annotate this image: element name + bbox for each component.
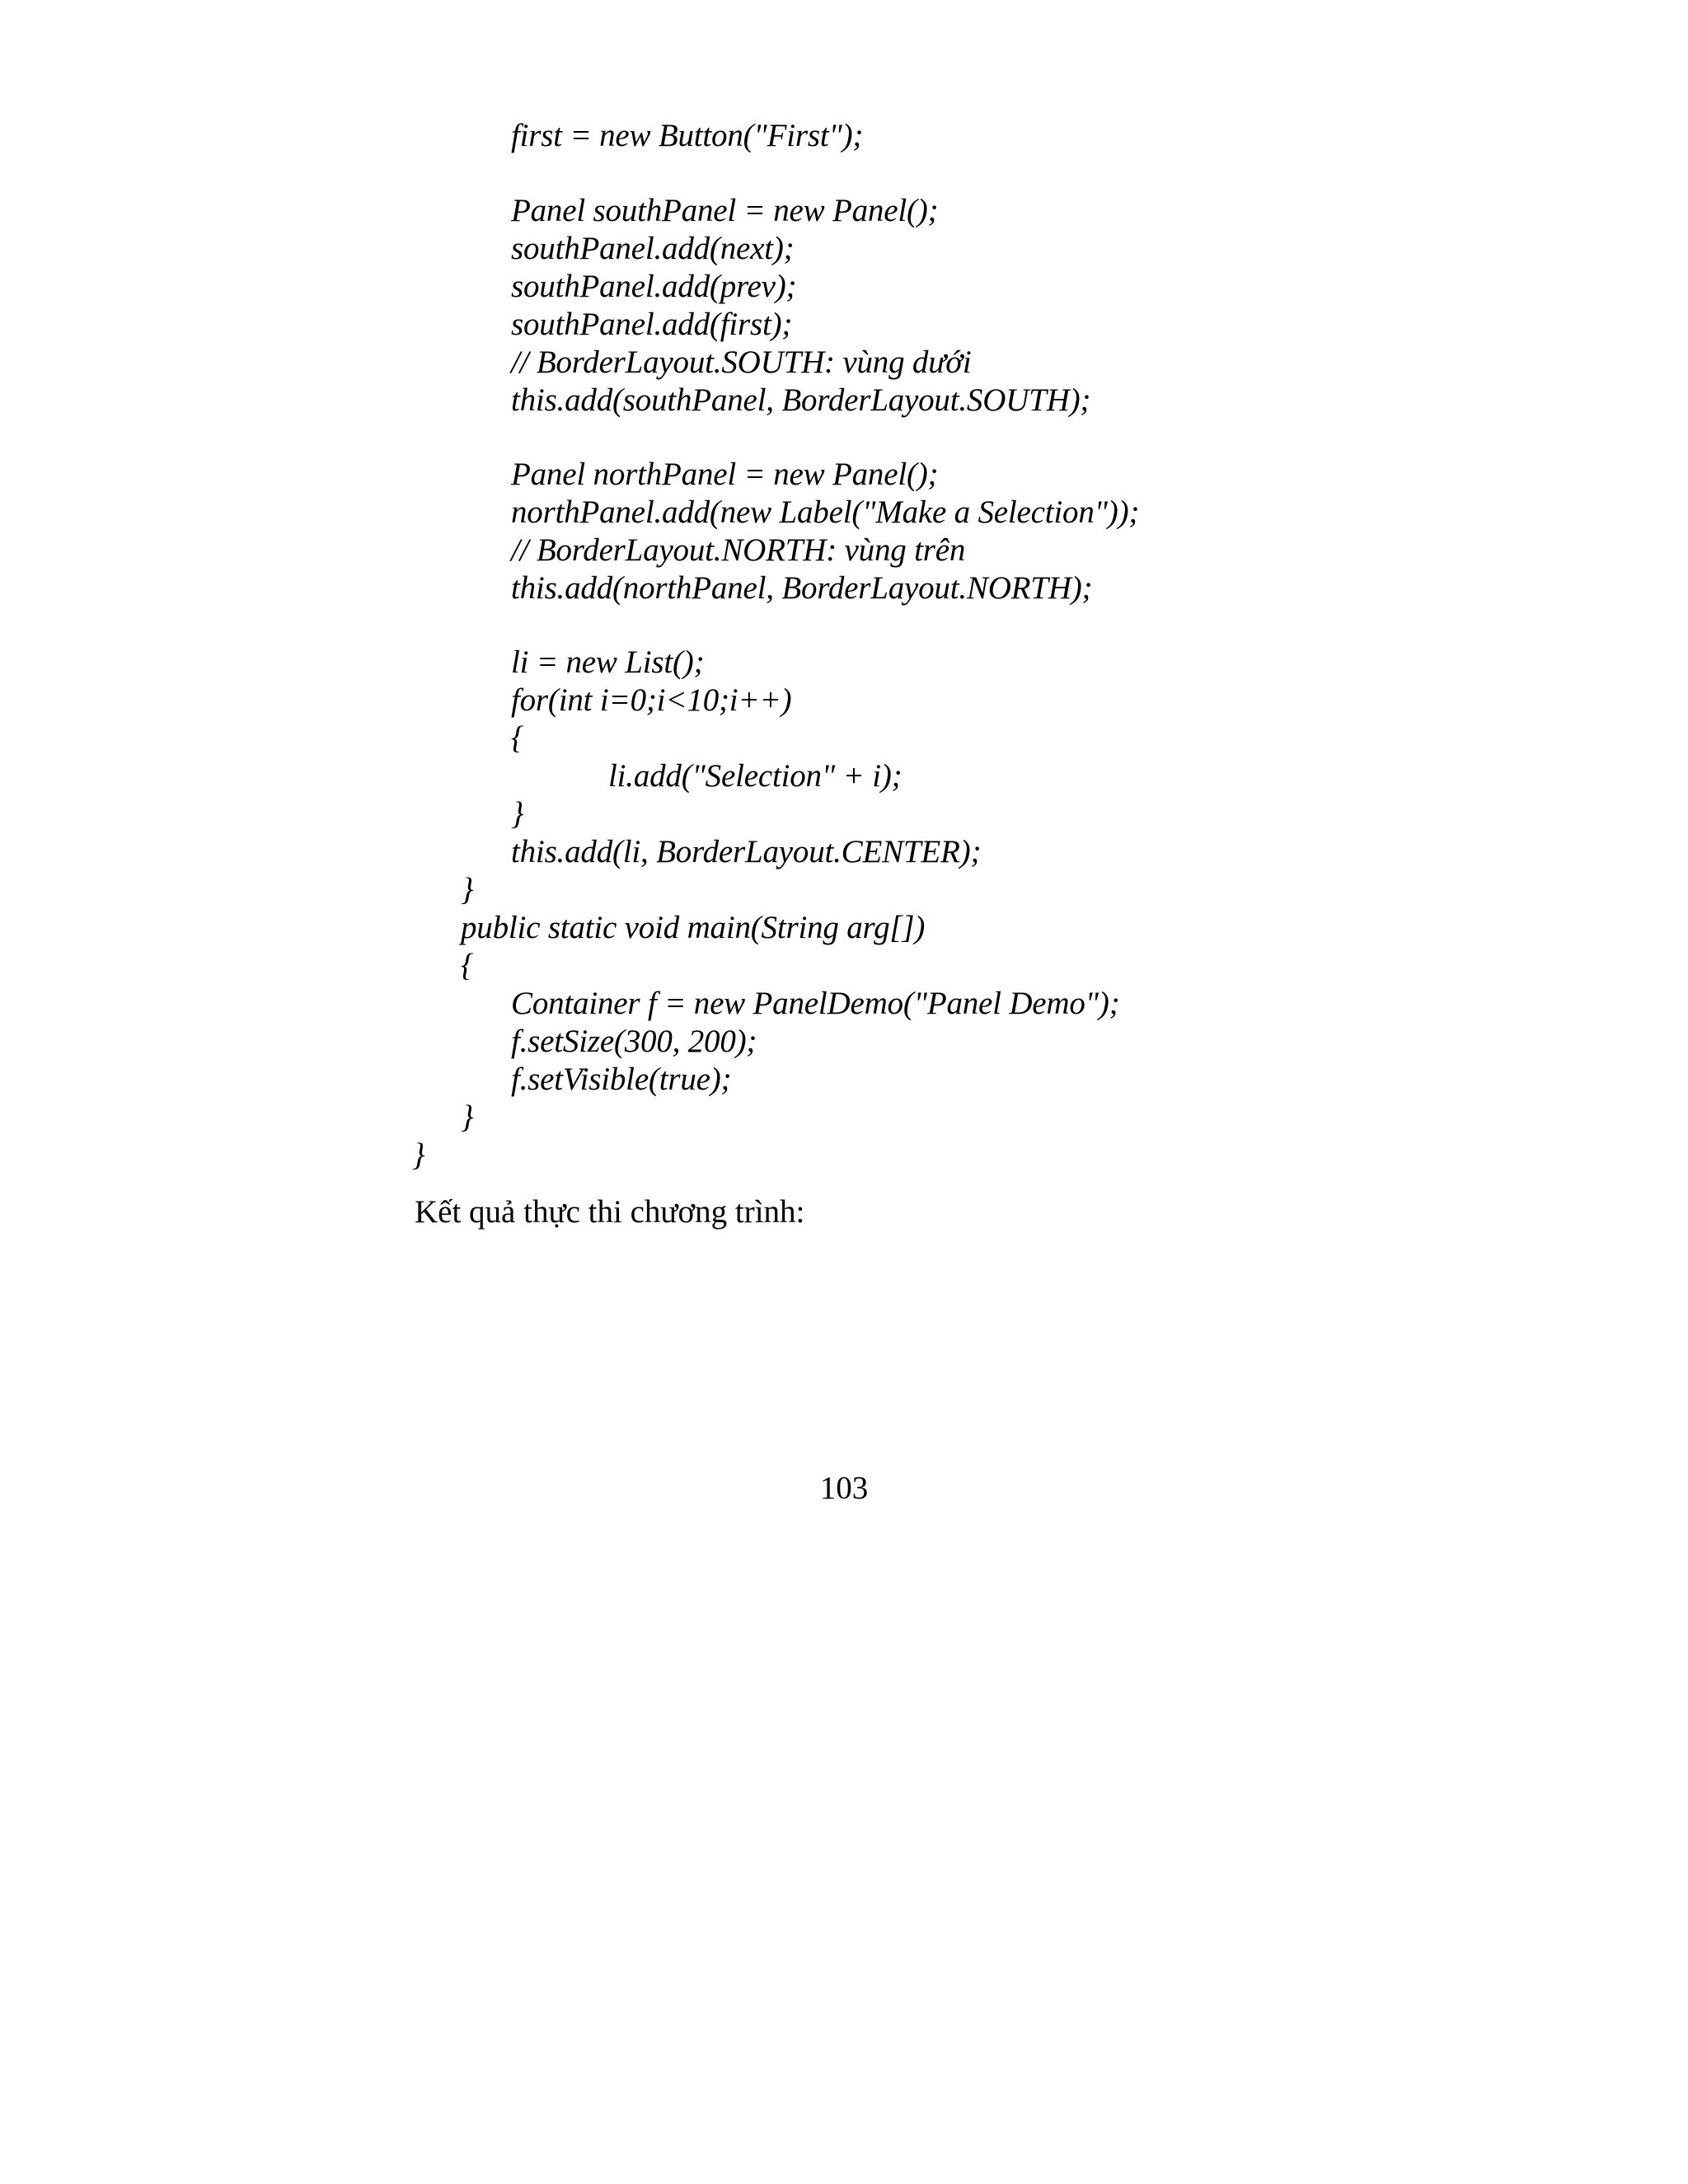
code-line: public static void main(String arg[]) xyxy=(461,910,926,945)
code-line: this.add(southPanel, BorderLayout.SOUTH); xyxy=(511,382,1091,418)
code-line: for(int i=0;i<10;i++) xyxy=(511,682,792,718)
code-line: northPanel.add(new Label("Make a Selection")); xyxy=(511,494,1140,530)
code-brace: { xyxy=(461,948,474,983)
code-line: Panel northPanel = new Panel(); xyxy=(511,457,939,492)
code-line: li = new List(); xyxy=(511,644,705,680)
code-line: li.add("Selection" + i); xyxy=(608,758,903,794)
code-comment: // BorderLayout.NORTH: vùng trên xyxy=(511,532,966,568)
code-brace: } xyxy=(412,1137,425,1173)
page-number: 103 xyxy=(819,1470,869,1506)
code-comment: // BorderLayout.SOUTH: vùng dưới xyxy=(511,344,972,380)
code-line: Panel southPanel = new Panel(); xyxy=(511,193,939,228)
code-line: southPanel.add(first); xyxy=(511,307,793,342)
code-brace: } xyxy=(461,1099,474,1135)
code-line: f.setSize(300, 200); xyxy=(511,1024,757,1059)
code-brace: } xyxy=(461,872,474,907)
code-brace: } xyxy=(511,796,524,832)
code-line: Container f = new PanelDemo("Panel Demo"); xyxy=(511,986,1120,1021)
code-line: southPanel.add(next); xyxy=(511,231,795,266)
code-line: f.setVisible(true); xyxy=(511,1062,732,1097)
code-line: southPanel.add(prev); xyxy=(511,269,797,304)
code-line: this.add(northPanel, BorderLayout.NORTH); xyxy=(511,570,1093,606)
result-heading: Kết quả thực thi chương trình: xyxy=(415,1194,805,1230)
code-line: this.add(li, BorderLayout.CENTER); xyxy=(511,834,982,869)
code-brace: { xyxy=(511,720,524,756)
code-line: first = new Button("First"); xyxy=(511,118,864,153)
